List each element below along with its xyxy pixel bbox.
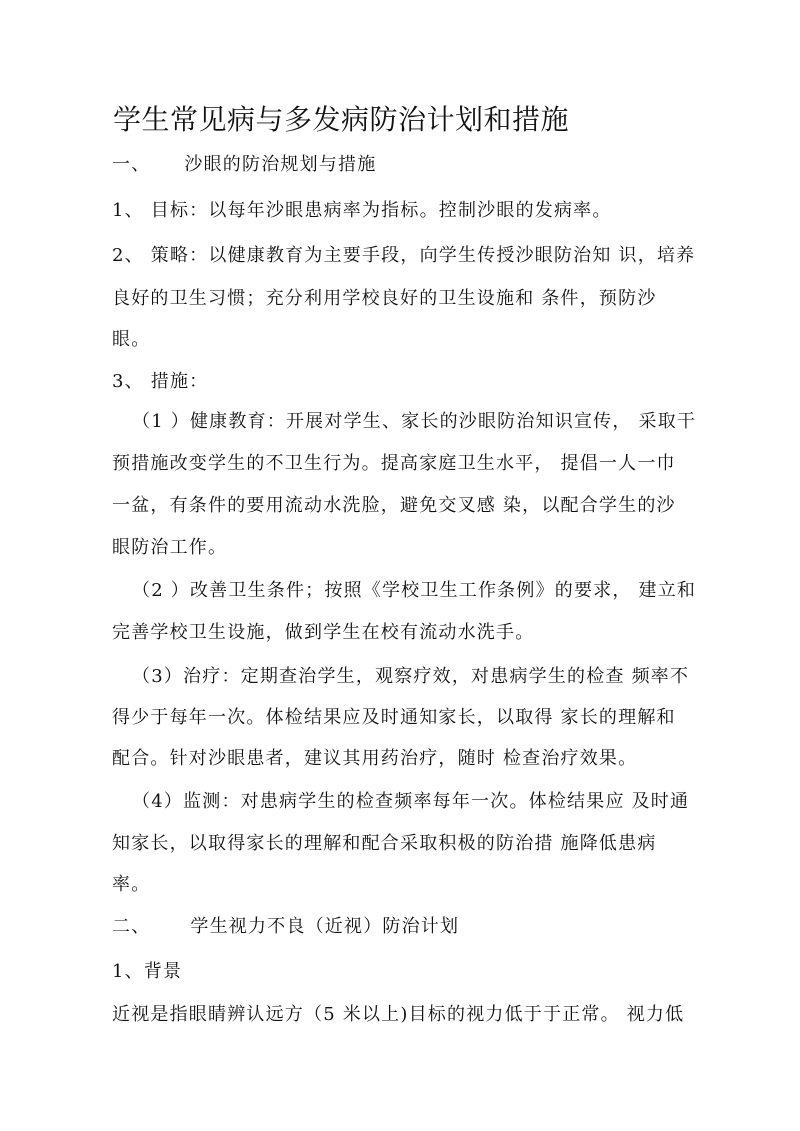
paragraph-line: 知家长，以取得家长的理解和配合采取积极的防治措 施降低患病 [112, 833, 657, 854]
section-number: 二、 [112, 916, 151, 937]
paragraph-line: 近视是指眼睛辨认远方（5 米以上)目标的视力低于于正常。 视力低 [112, 1004, 685, 1025]
section-heading-1 [112, 152, 376, 178]
paragraph-line: 完善学校卫生设施，做到学生在校有流动水洗手。 [112, 622, 535, 643]
paragraph-line: 2、 策略：以健康教育为主要手段，向学生传授沙眼防治知 识，培养 [112, 245, 696, 266]
document-title: 学生常见病与多发病防治计划和措施 [113, 103, 570, 136]
paragraph-line: 良好的卫生习惯；充分利用学校良好的卫生设施和 条件，预防沙 [112, 288, 657, 309]
paragraph-line: 眼防治工作。 [112, 537, 228, 558]
paragraph-line: 3、 措施： [112, 371, 209, 392]
paragraph-line: 1、背景 [112, 961, 183, 982]
paragraph-line: 配合。针对沙眼患者，建议其用药治疗，随时 检查治疗效果。 [112, 748, 638, 769]
paragraph-line: 眼。 [112, 329, 151, 350]
section-heading-text: 学生视力不良（近视）防治计划 [190, 916, 460, 937]
paragraph-line: 得少于每年一次。体检结果应及时通知家长，以取得 家长的理解和 [112, 707, 676, 728]
paragraph-line: （4）监测：对患病学生的检查频率每年一次。体检结果应 及时通 [132, 791, 690, 812]
paragraph-line: 预措施改变学生的不卫生行为。提高家庭卫生水平， 提倡一人一巾 [112, 453, 676, 474]
paragraph-line: 率。 [112, 874, 151, 895]
paragraph-line: 1、 目标：以每年沙眼患病率为指标。控制沙眼的发病率。 [112, 200, 612, 221]
section-heading-2 [112, 914, 459, 940]
section-heading-text: 沙眼的防治规划与措施 [184, 154, 377, 175]
section-number: 一、 [112, 154, 151, 175]
paragraph-line: 一盆，有条件的要用流动水洗脸，避免交叉感 染，以配合学生的沙 [112, 495, 676, 516]
paragraph-line: （3）治疗：定期查治学生，观察疗效，对患病学生的检查 频率不 [132, 666, 690, 687]
paragraph-line: （1 ）健康教育：开展对学生、家长的沙眼防治知识宣传， 采取干 [132, 411, 697, 432]
paragraph-line: （2 ）改善卫生条件；按照《学校卫生工作条例》的要求， 建立和 [132, 580, 697, 601]
